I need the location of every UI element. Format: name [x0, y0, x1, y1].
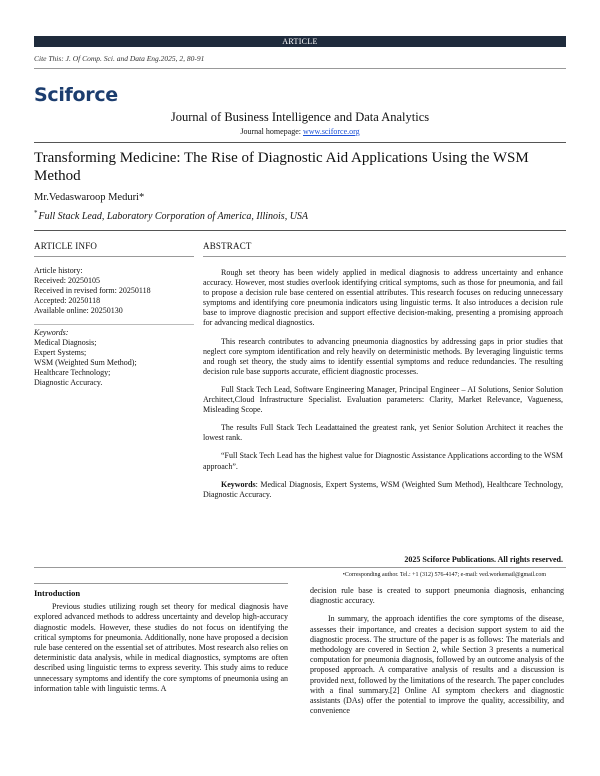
divider [34, 230, 566, 231]
section-heading: Introduction [34, 588, 81, 598]
homepage-label: Journal homepage: [240, 127, 303, 136]
article-label-bar: ARTICLE [34, 36, 566, 47]
body-paragraph: decision rule base is created to support pneumonia diagnosis, enhancing diagnostic accuracy. [310, 586, 564, 606]
keywords-label: Keywords: [34, 328, 69, 337]
history-line: Received in revised form: 20250118 [34, 286, 151, 295]
keyword-item: Healthcare Technology; [34, 368, 111, 377]
publisher-logo: Sciforce [34, 84, 118, 106]
history-line: Article history: [34, 266, 83, 275]
copyright: 2025 Sciforce Publications. All rights reserved. [404, 555, 563, 564]
affiliation-text: Full Stack Lead, Laboratory Corporation of America, Illinois, USA [38, 211, 309, 222]
author-name: Mr.Vedaswaroop Meduri* [34, 192, 145, 203]
divider [34, 567, 566, 568]
journal-homepage [34, 127, 566, 136]
abstract-body [203, 268, 563, 508]
keyword-item: Expert Systems; [34, 348, 87, 357]
keyword-item: Medical Diagnosis; [34, 338, 97, 347]
article-info-heading: ARTICLE INFO [34, 241, 98, 251]
body-paragraph: Previous studies utilizing rough set theory for medical diagnosis have explored advanced methods to address uncertainty and develop high-accuracy diagnostic models. However, these studies do not focus on identifying the critical symptoms for pneumonia. Additionally, none have proposed a decision rule base centered on the essential set of attributes. Most research also relies on deterministic data analysis, while in medical diagnostics, symptoms are often described using linguistic terms to express severity. This study aims to reduce unnecessary symptoms and identify the core symptoms of pneumonia using an information table with linguistic terms. A [34, 602, 288, 693]
keywords-block [34, 328, 194, 388]
author-affiliation [34, 209, 308, 222]
corresponding-author: •Corresponding author. Tel.: +1 (312) 576-4147; e-mail: ved.workemail@gmail.com [342, 572, 546, 578]
divider [34, 583, 288, 584]
paper-title: Transforming Medicine: The Rise of Diagnostic Aid Applications Using the WSM Method [34, 150, 529, 184]
citation: Cite This: J. Of Comp. Sci. and Data Eng.2025, 2, 80-91 [34, 54, 205, 63]
keyword-item: Diagnostic Accuracy. [34, 378, 103, 387]
history-line: Received: 20250105 [34, 276, 100, 285]
divider [34, 68, 566, 69]
abstract-keywords-text: : Medical Diagnosis, Expert Systems, WSM (Weighted Sum Method), Healthcare Technology, Diagnostic Accuracy. [203, 479, 563, 499]
history-line: Available online: 20250130 [34, 306, 123, 315]
keyword-item: WSM (Weighted Sum Method); [34, 358, 137, 367]
abstract-paragraph: This research contributes to advancing pneumonia diagnostics by addressing gaps in prior studies that neglect core symptom identification and rely heavily on deterministic methods. By leveraging linguistic terms and rough set theory, the study aims to identify essential symptoms and reduce redundancies. The resulting decision rule base supports accurate, efficient diagnostic processes. [203, 336, 563, 376]
abstract-heading: ABSTRACT [203, 241, 252, 251]
abstract-paragraph: The results Full Stack Tech Leadattained the greatest rank, yet Senior Solution Architect it reaches the lowest rank. [203, 423, 563, 443]
body-paragraph: In summary, the approach identifies the core symptoms of the disease, assesses their importance, and creates a decision support system to aid the diagnostic process. The structure of the paper is as follows: The materials and methodology are covered in Section 2, while Section 3 presents a numerical computation for pneumonia diagnosis, followed by an outcome analysis of the proposed approach. A comparative analysis of results and a discussion is provided next, followed by the limitations of the research. The paper concludes with a final summary.[2] Online AI symptom checkers and diagnostic assistants (DAs) offer the potential to improve the quality, accessibility, and convenience [310, 614, 564, 716]
divider [203, 256, 566, 257]
abstract-keywords-label: Keywords [221, 479, 256, 489]
abstract-paragraph: Rough set theory has been widely applied in medical diagnosis to address uncertainty and enhance accuracy. However, most studies overlook identifying critical symptoms, such as those for pneumonia, and fail to propose a decision rule base centered on essential attributes. This research focuses on reducing unnecessary symptoms and identifying core pneumonia indicators using linguistic terms. It also introduces a decision rule base to improve diagnostic precision and support effective decision-making, presenting a promising approach for advancing medical diagnostics. [203, 268, 563, 328]
abstract-keywords [203, 480, 563, 500]
divider [34, 324, 194, 325]
affiliation-mark: * [34, 209, 38, 217]
history-line: Accepted: 20250118 [34, 296, 101, 305]
journal-name: Journal of Business Intelligence and Data Analytics [170, 110, 430, 124]
divider [34, 256, 194, 257]
article-history [34, 266, 194, 316]
body-right-column [310, 586, 564, 724]
abstract-paragraph: Full Stack Tech Lead, Software Engineering Manager, Principal Engineer – AI Solutions, Senior Solution Architect,Cloud Infrastructure Specialist. Evaluation parameters: Clarity, Market Relevance, Vagueness, Misleading Scope. [203, 384, 563, 415]
abstract-paragraph: “Full Stack Tech Lead has the highest value for Diagnostic Assistance Applications according to the WSM approach”. [203, 451, 563, 471]
divider [34, 142, 566, 143]
homepage-link[interactable]: www.sciforce.org [303, 127, 360, 136]
body-left-column [34, 588, 288, 702]
